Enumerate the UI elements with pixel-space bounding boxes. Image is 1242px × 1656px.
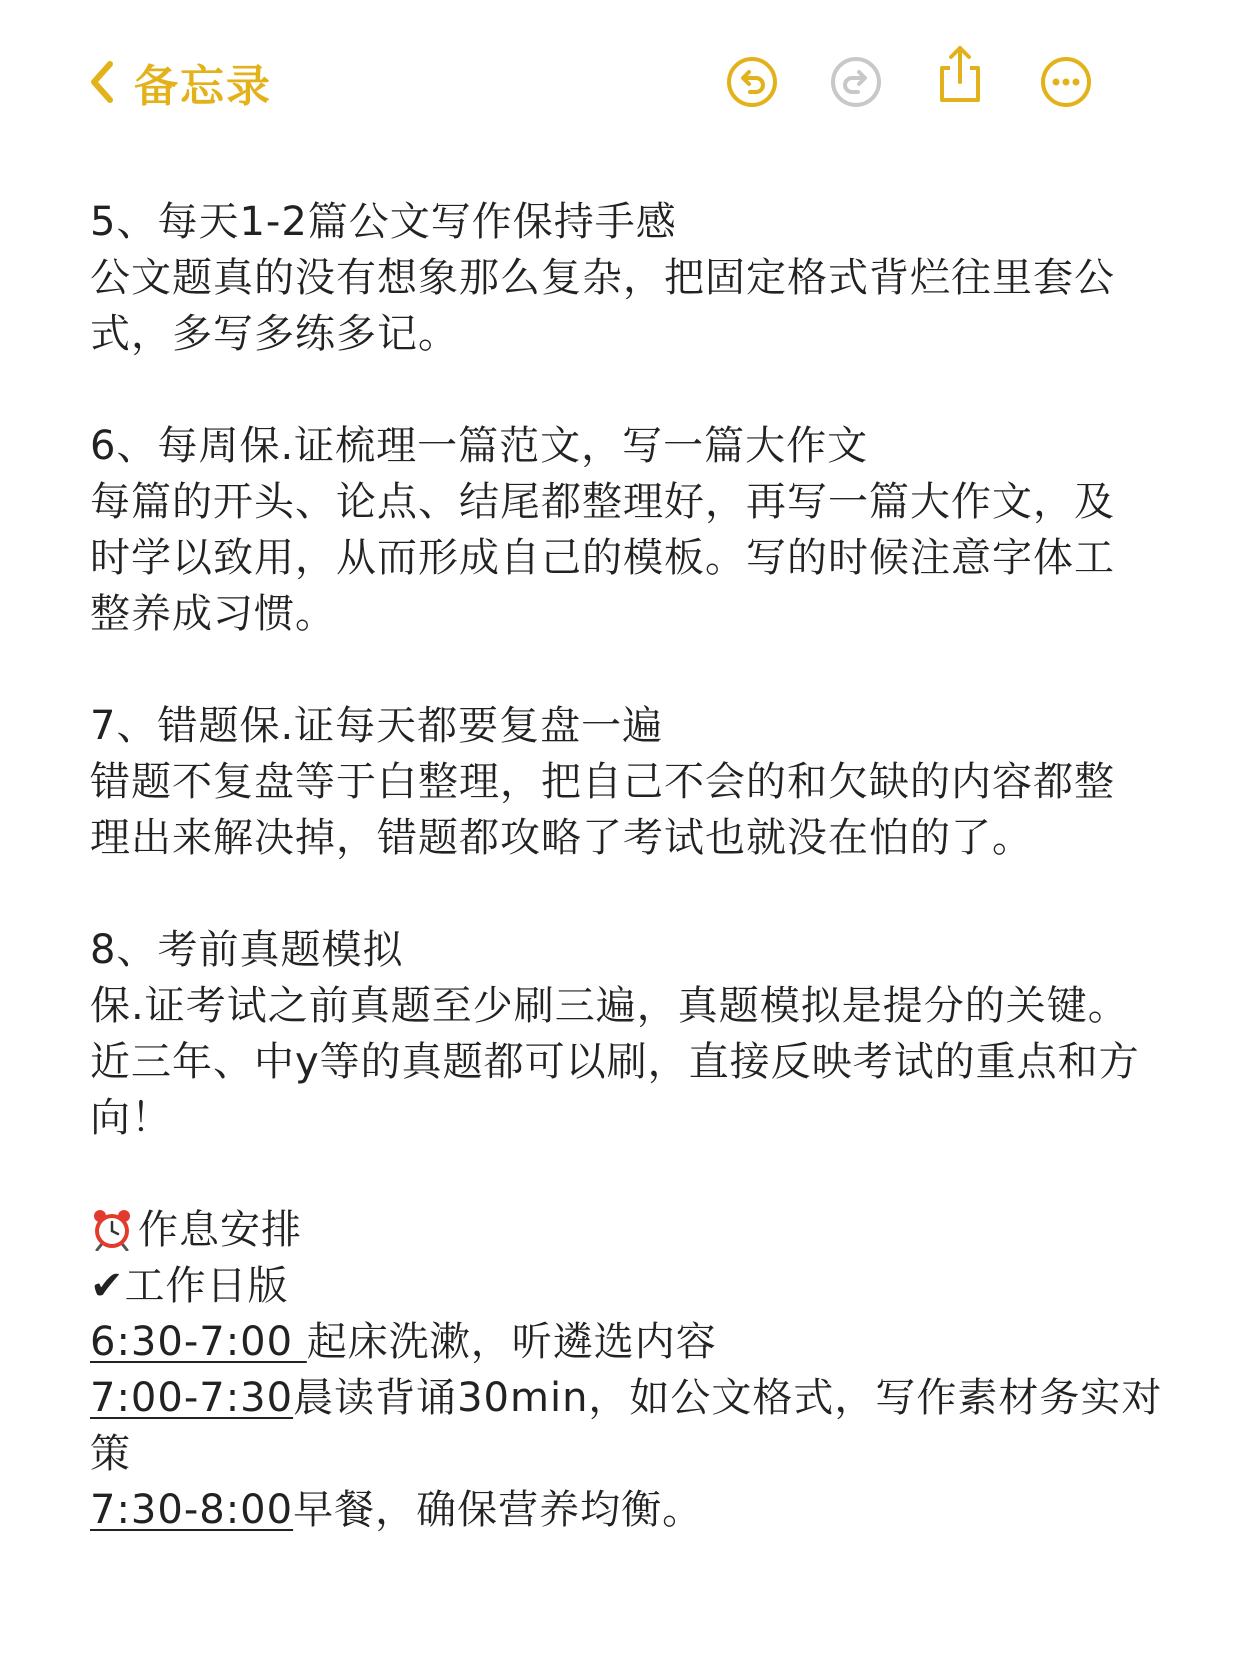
- schedule-heading-text: 作息安排: [138, 1207, 302, 1253]
- schedule-subheading: ✔工作日版: [90, 1263, 289, 1309]
- note-section: [90, 418, 1170, 642]
- section-text: 错题不复盘等于白整理，把自己不会的和欠缺的内容都整: [90, 759, 1115, 805]
- schedule-item-continued: 策: [90, 1431, 131, 1477]
- schedule-item: [90, 1370, 1170, 1426]
- top-toolbar: [0, 0, 1242, 160]
- section-text: 公文题真的没有想象那么复杂，把固定格式背烂往里套公: [90, 255, 1115, 301]
- section-text: 近三年、中y等的真题都可以刷，直接反映考试的重点和方: [90, 1039, 1140, 1085]
- section-text: 时学以致用，从而形成自己的模板。写的时候注意字体工: [90, 535, 1115, 581]
- section-title: 5、每天1-2篇公文写作保持手感: [90, 199, 677, 245]
- share-icon: [932, 44, 988, 104]
- section-title: 6、每周保.证梳理一篇范文，写一篇大作文: [90, 423, 869, 469]
- schedule-section: [90, 1202, 1170, 1538]
- note-body[interactable]: [90, 194, 1170, 1538]
- schedule-text: 早餐，确保营养均衡。: [293, 1487, 704, 1533]
- schedule-text: 晨读背诵30min，如公文格式，写作素材务实对: [293, 1375, 1163, 1421]
- more-button[interactable]: [1038, 54, 1094, 110]
- undo-button[interactable]: [724, 54, 780, 110]
- undo-icon: [724, 54, 780, 110]
- note-section: [90, 194, 1170, 362]
- back-label: 备忘录: [134, 61, 272, 112]
- note-section: [90, 922, 1170, 1146]
- back-button[interactable]: [88, 52, 272, 112]
- section-text: 理出来解决掉，错题都攻略了考试也就没在怕的了。: [90, 815, 1033, 861]
- schedule-time: 7:00-7:30: [90, 1375, 294, 1421]
- schedule-time: 6:30-7:00: [90, 1319, 307, 1365]
- section-title: 7、错题保.证每天都要复盘一遍: [90, 703, 664, 749]
- section-text: 保.证考试之前真题至少刷三遍，真题模拟是提分的关键。: [90, 983, 1129, 1029]
- section-text: 整养成习惯。: [90, 591, 336, 637]
- schedule-item: [90, 1314, 1170, 1370]
- share-button[interactable]: [932, 44, 988, 100]
- alarm-clock-icon: [90, 1207, 134, 1251]
- schedule-text: 起床洗漱，听遴选内容: [306, 1319, 717, 1365]
- more-icon: [1038, 54, 1094, 110]
- schedule-time: 7:30-8:00: [90, 1487, 294, 1533]
- section-text: 向！: [90, 1095, 172, 1141]
- note-section: [90, 698, 1170, 866]
- schedule-item: [90, 1482, 1170, 1538]
- redo-icon: [828, 54, 884, 110]
- section-title: 8、考前真题模拟: [90, 927, 404, 973]
- chevron-left-icon: [88, 60, 116, 104]
- schedule-heading: [90, 1202, 1170, 1258]
- section-text: 式，多写多练多记。: [90, 311, 459, 357]
- redo-button[interactable]: [828, 54, 884, 110]
- section-text: 每篇的开头、论点、结尾都整理好，再写一篇大作文，及: [90, 479, 1115, 525]
